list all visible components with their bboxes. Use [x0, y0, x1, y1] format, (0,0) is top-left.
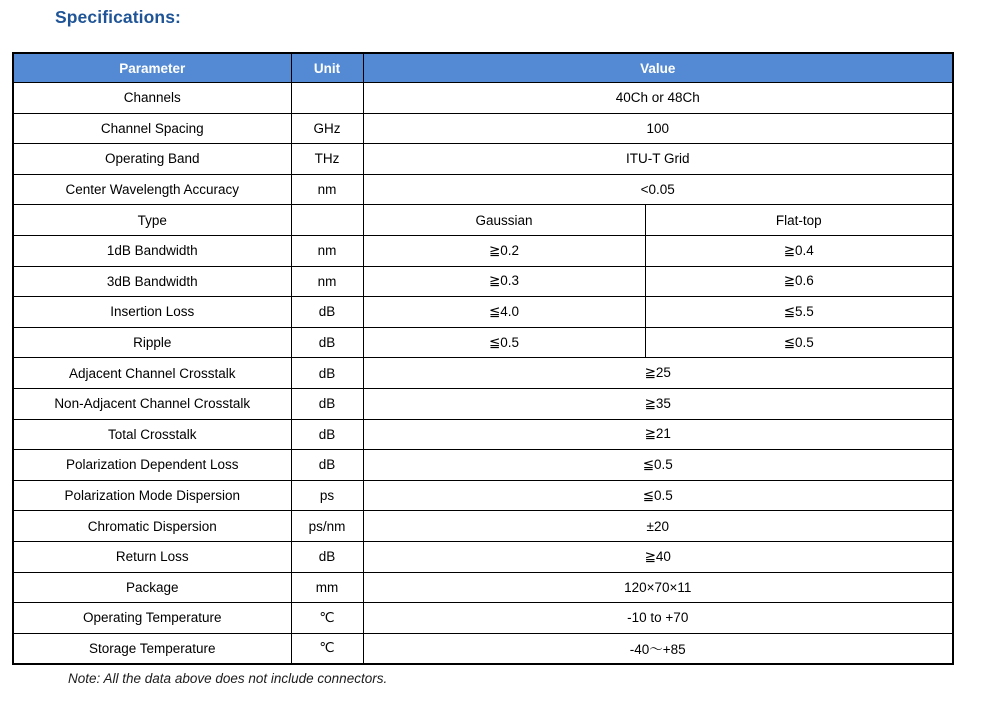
cell-unit: THz — [291, 144, 363, 175]
table-row — [13, 235, 953, 266]
cell-value: 100 — [363, 113, 953, 144]
cell-value: -40～+85 — [363, 633, 953, 664]
cell-parameter: 3dB Bandwidth — [13, 266, 291, 297]
table-row — [13, 480, 953, 511]
header-unit: Unit — [291, 53, 363, 83]
cell-value-gaussian: ≧0.3 — [363, 266, 645, 297]
footnote: Note: All the data above does not include connectors. — [68, 671, 388, 686]
cell-value-flattop: ≦0.5 — [645, 327, 953, 358]
table-row — [13, 144, 953, 175]
cell-parameter: Package — [13, 572, 291, 603]
cell-unit: dB — [291, 297, 363, 328]
spec-table-body — [13, 83, 953, 665]
table-row — [13, 419, 953, 450]
cell-unit: ps — [291, 480, 363, 511]
cell-value: 120×70×11 — [363, 572, 953, 603]
cell-value: -10 to +70 — [363, 603, 953, 634]
cell-unit — [291, 83, 363, 114]
table-row — [13, 358, 953, 389]
cell-value-gaussian: Gaussian — [363, 205, 645, 236]
cell-parameter: Operating Temperature — [13, 603, 291, 634]
cell-unit: nm — [291, 235, 363, 266]
cell-parameter: Storage Temperature — [13, 633, 291, 664]
cell-value: ITU-T Grid — [363, 144, 953, 175]
cell-unit: dB — [291, 388, 363, 419]
table-row — [13, 541, 953, 572]
cell-parameter: Center Wavelength Accuracy — [13, 174, 291, 205]
cell-value: ≧40 — [363, 541, 953, 572]
cell-unit: dB — [291, 327, 363, 358]
table-row — [13, 174, 953, 205]
page-title: Specifications: — [55, 7, 181, 27]
cell-value: 40Ch or 48Ch — [363, 83, 953, 114]
table-header — [13, 53, 953, 83]
table-row — [13, 297, 953, 328]
cell-value: ≦0.5 — [363, 480, 953, 511]
table-row — [13, 113, 953, 144]
table-row — [13, 603, 953, 634]
cell-unit: mm — [291, 572, 363, 603]
cell-value: ≧21 — [363, 419, 953, 450]
table-row — [13, 572, 953, 603]
table-row — [13, 83, 953, 114]
cell-parameter: Type — [13, 205, 291, 236]
cell-unit: nm — [291, 174, 363, 205]
cell-parameter: Channels — [13, 83, 291, 114]
specifications-table — [12, 52, 954, 665]
cell-value-gaussian: ≦0.5 — [363, 327, 645, 358]
cell-unit: dB — [291, 358, 363, 389]
cell-parameter: 1dB Bandwidth — [13, 235, 291, 266]
cell-unit: dB — [291, 450, 363, 481]
cell-unit: dB — [291, 419, 363, 450]
cell-parameter: Polarization Mode Dispersion — [13, 480, 291, 511]
cell-value: ≧25 — [363, 358, 953, 389]
cell-parameter: Adjacent Channel Crosstalk — [13, 358, 291, 389]
cell-parameter: Non-Adjacent Channel Crosstalk — [13, 388, 291, 419]
cell-unit: ℃ — [291, 633, 363, 664]
table-row — [13, 205, 953, 236]
table-row — [13, 633, 953, 664]
table-row — [13, 327, 953, 358]
cell-unit: ℃ — [291, 603, 363, 634]
cell-value-flattop: ≦5.5 — [645, 297, 953, 328]
cell-value-gaussian: ≦4.0 — [363, 297, 645, 328]
cell-parameter: Channel Spacing — [13, 113, 291, 144]
cell-parameter: Polarization Dependent Loss — [13, 450, 291, 481]
table-row — [13, 388, 953, 419]
cell-value: ≦0.5 — [363, 450, 953, 481]
cell-unit — [291, 205, 363, 236]
cell-value: ±20 — [363, 511, 953, 542]
cell-parameter: Operating Band — [13, 144, 291, 175]
table-row — [13, 450, 953, 481]
table-header-row — [13, 53, 953, 83]
cell-unit: dB — [291, 541, 363, 572]
cell-unit: ps/nm — [291, 511, 363, 542]
cell-parameter: Insertion Loss — [13, 297, 291, 328]
cell-value-flattop: ≧0.4 — [645, 235, 953, 266]
cell-unit: nm — [291, 266, 363, 297]
header-value: Value — [363, 53, 953, 83]
cell-value-flattop: ≧0.6 — [645, 266, 953, 297]
cell-value-flattop: Flat-top — [645, 205, 953, 236]
cell-value-gaussian: ≧0.2 — [363, 235, 645, 266]
table-row — [13, 511, 953, 542]
table-row — [13, 266, 953, 297]
cell-parameter: Chromatic Dispersion — [13, 511, 291, 542]
cell-unit: GHz — [291, 113, 363, 144]
cell-value: ≧35 — [363, 388, 953, 419]
header-parameter: Parameter — [13, 53, 291, 83]
cell-value: <0.05 — [363, 174, 953, 205]
cell-parameter: Total Crosstalk — [13, 419, 291, 450]
cell-parameter: Return Loss — [13, 541, 291, 572]
cell-parameter: Ripple — [13, 327, 291, 358]
